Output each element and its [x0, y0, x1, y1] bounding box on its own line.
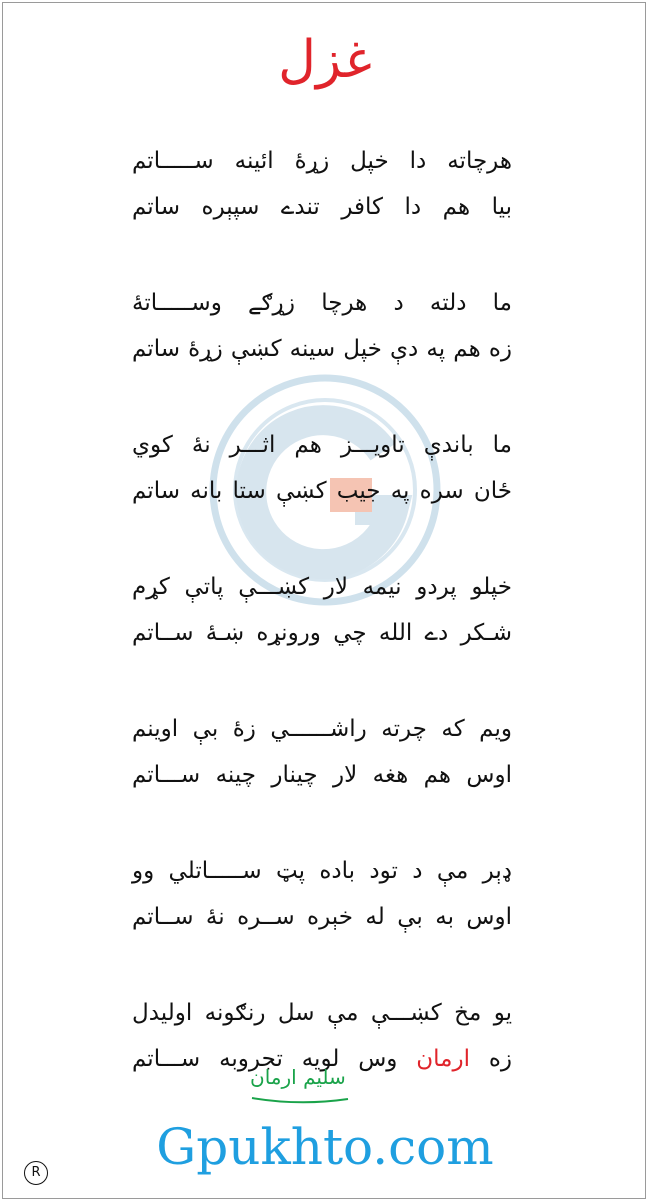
verse-line: زه هم په دې خپل سينه کښې زړهٔ ساتم	[132, 336, 512, 362]
underline-decoration	[250, 1096, 350, 1104]
verse-text: وس لويه تجروبه ســـاتم	[132, 1046, 417, 1072]
poet-pen-name: ارمان	[416, 1046, 470, 1072]
registered-mark-icon: R	[24, 1161, 48, 1185]
page-title: غزل	[278, 30, 372, 90]
website-url[interactable]: Gpukhto.com	[156, 1118, 494, 1176]
verse-line: شـکر دے الله چي ورونړه ښـهٔ ســاتم	[132, 620, 512, 646]
verse-text: زه	[469, 1046, 513, 1072]
verse-line: ډېر مې د تود باده پټ ســـــاتلي وو	[132, 858, 512, 884]
verse-line: خپلو پردو نيمه لار کښـــې پاتې کړم	[132, 574, 512, 600]
verse-line: ما دلته د هرچا زړګے وســـــاتۀ	[132, 290, 512, 316]
verse-line: هرچاته دا خپل زړهٔ ائينه ســـــاتم	[132, 148, 512, 174]
verse-line: يو مخ کښـــې مې سل رنګونه اوليدل	[132, 1000, 512, 1026]
poet-name: سليم ارمان	[250, 1065, 346, 1089]
stanza	[132, 280, 512, 372]
stanza	[132, 848, 512, 940]
verse-line: ما باندې تاويـــز هم اثـــر نۀ کوي	[132, 432, 512, 458]
verse-line: ويم که چرته راشــــــي زۀ بې اوينم	[132, 716, 512, 742]
stanza	[132, 564, 512, 656]
verse-line: اوس به بې له خېره ســره نۀ ســاتم	[132, 904, 512, 930]
verse-line: اوس هم هغه لار چينار چينه ســـاتم	[132, 762, 512, 788]
stanza	[132, 422, 512, 514]
verse-line: ځان سره په جيب کښې ستا بانه ساتم	[132, 478, 512, 504]
stanza	[132, 138, 512, 230]
stanza	[132, 706, 512, 798]
verse-line: بيا هم دا کافر تندے سپېره ساتم	[132, 194, 512, 220]
poem	[132, 138, 512, 1132]
